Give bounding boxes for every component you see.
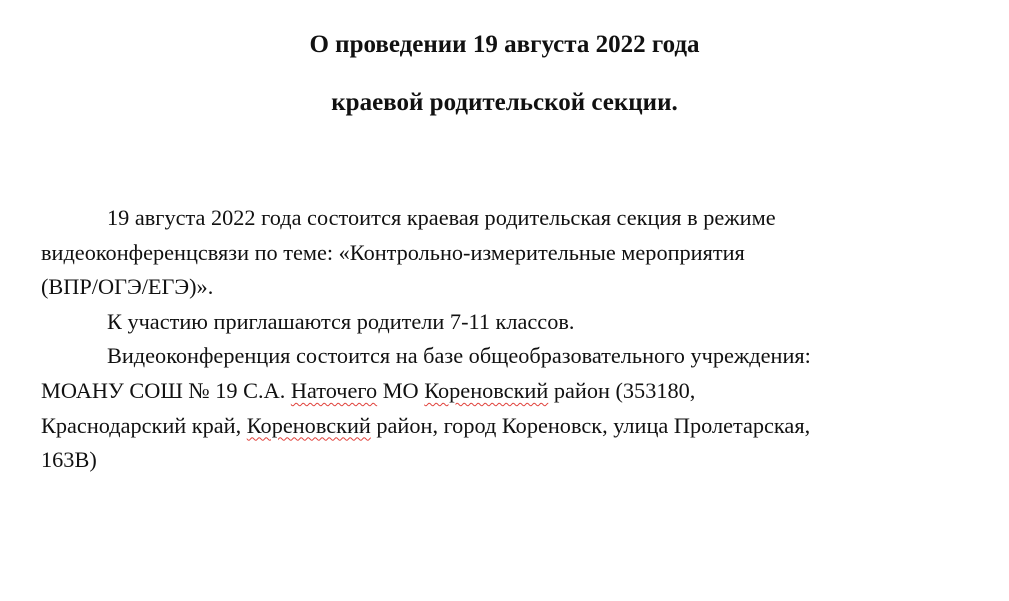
paragraph-line: видеоконференцсвязи по теме: «Контрольно-измерительные мероприятия	[41, 239, 745, 265]
paragraph-venue	[41, 339, 959, 477]
spellcheck-word: Наточего	[290, 377, 378, 403]
spellcheck-word: Кореновский	[424, 377, 549, 403]
venue-text: МОАНУ СОШ № 19 С.А.	[41, 377, 286, 403]
paragraph-line: 163В)	[41, 447, 97, 473]
venue-text: МО	[382, 377, 419, 403]
address-text: район, город Кореновск, улица Пролетарская,	[376, 412, 811, 438]
paragraph-line: 19 августа 2022 года состоится краевая родительская секция в режиме	[107, 205, 776, 230]
spellcheck-word: Кореновский	[246, 412, 371, 438]
document-title-line-1: О проведении 19 августа 2022 года	[309, 31, 700, 58]
paragraph-line	[41, 374, 959, 409]
document-title-line-2: краевой родительской секции.	[331, 89, 678, 116]
venue-text: район (353180,	[553, 377, 696, 403]
paragraph-line: (ВПР/ОГЭ/ЕГЭ)».	[41, 274, 214, 300]
paragraph-line	[41, 409, 959, 444]
paragraph-line: Видеоконференция состоится на базе общеобразовательного учреждения:	[107, 343, 811, 369]
document-body	[41, 201, 959, 478]
paragraph-announcement	[41, 201, 959, 305]
address-text: Краснодарский край,	[41, 412, 242, 438]
paragraph-line: К участию приглашаются родители 7-11 классов.	[107, 308, 575, 334]
paragraph-participants	[41, 305, 959, 340]
